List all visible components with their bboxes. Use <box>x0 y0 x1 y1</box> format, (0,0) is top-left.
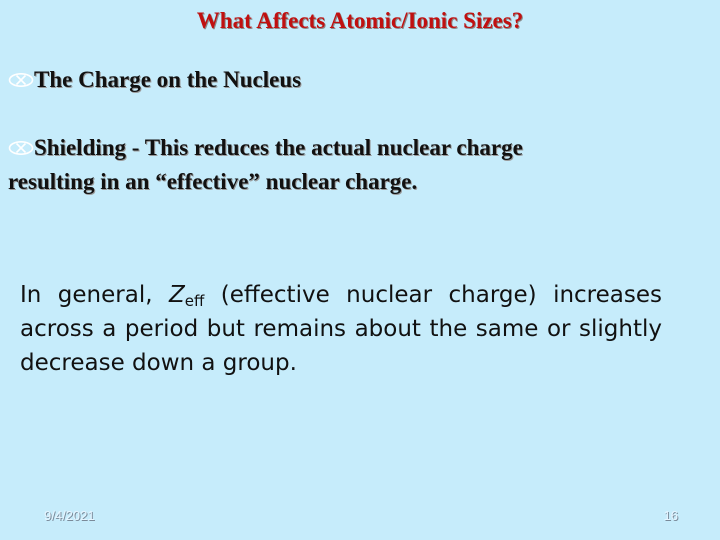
x-ellipse-bullet-icon <box>8 140 32 154</box>
bullet-item <box>8 132 523 164</box>
body-paragraph <box>20 278 662 380</box>
bullet-text-continued: resulting in an “effective” nuclear charge. <box>8 169 418 194</box>
footer-date: 9/4/2021 <box>44 508 95 523</box>
x-ellipse-bullet-icon <box>8 72 32 86</box>
bullet-text: The Charge on the Nucleus <box>34 67 302 92</box>
paragraph-rest: (effective nuclear charge) increases across a period but remains about the same or slightly decrease down a group. <box>20 282 662 376</box>
paragraph-lead: In general, <box>20 282 169 308</box>
bullet-item <box>8 64 301 96</box>
page-number: 16 <box>663 508 678 523</box>
zeff-subscript: eff <box>184 292 205 310</box>
slide-title: What Affects Atomic/Ionic Sizes? <box>196 8 524 33</box>
bullet-text: Shielding - This reduces the actual nuclear charge <box>34 135 523 160</box>
zeff-symbol: Z <box>169 282 185 308</box>
